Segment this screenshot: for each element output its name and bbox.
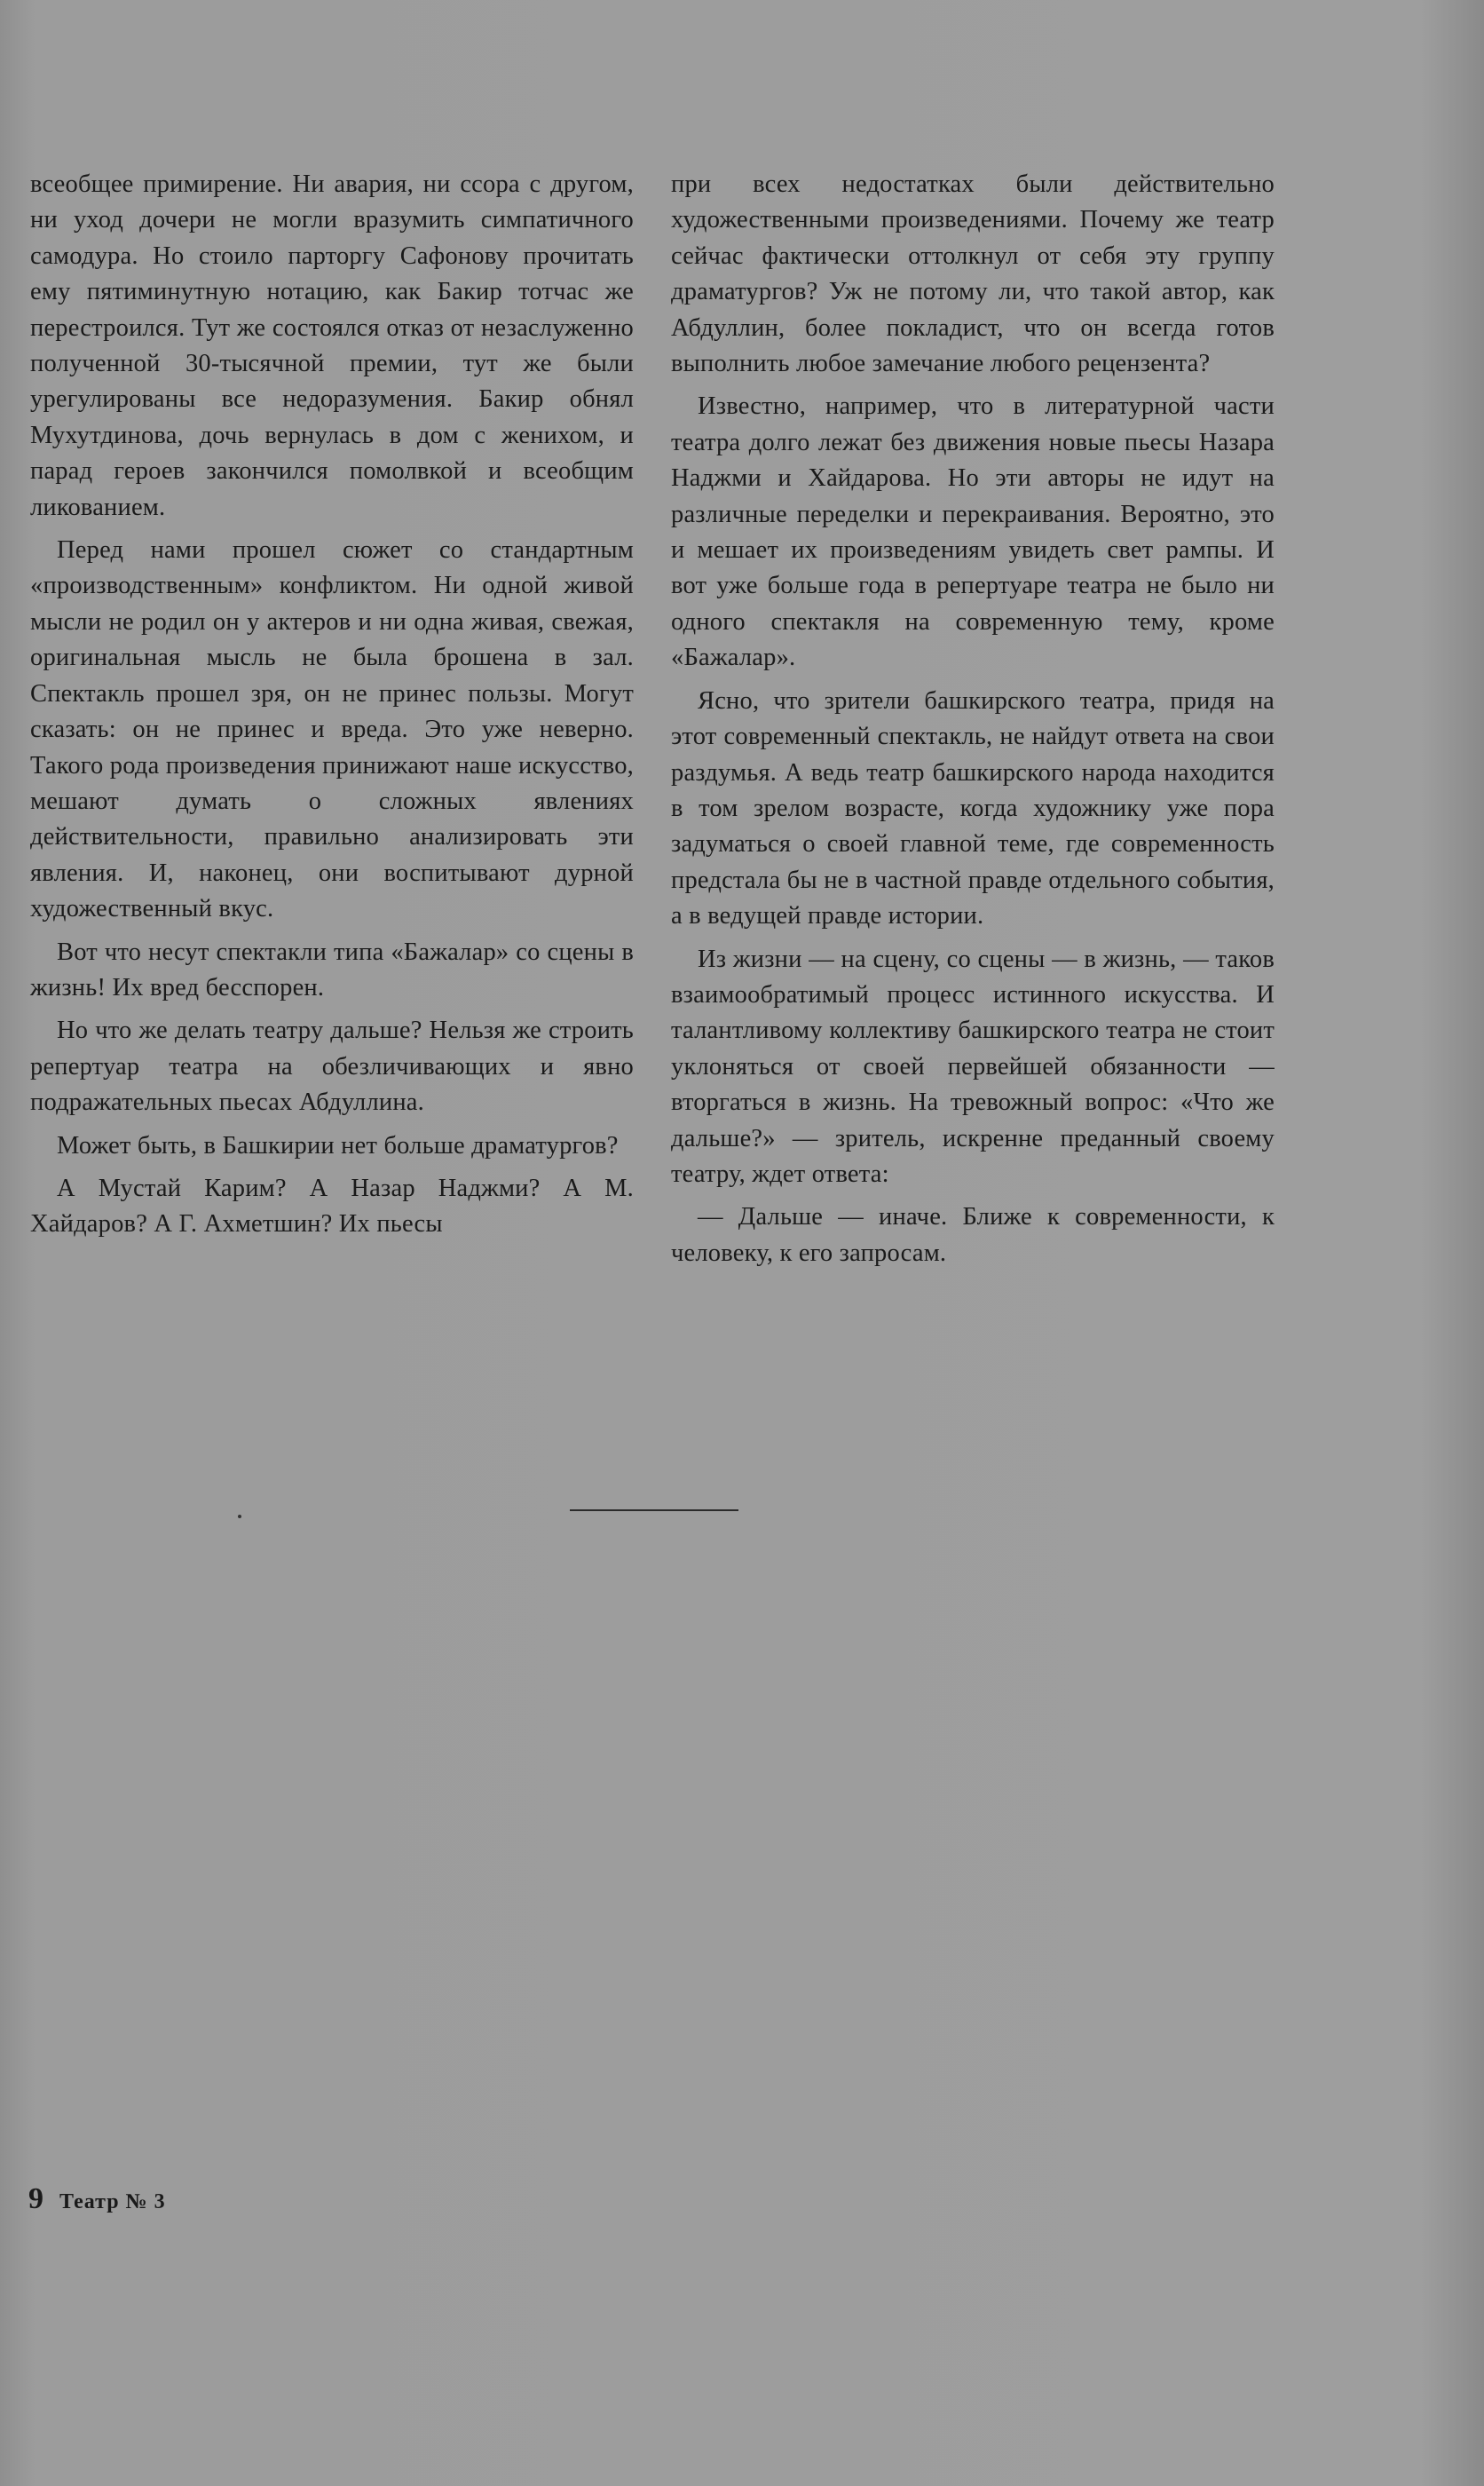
paragraph: А Мустай Карим? А Назар Наджми? А М. Хайдаров? А Г. Ахметшин? Их пьесы xyxy=(30,1174,634,1239)
paragraph: Но что же делать театру дальше? Нельзя же строить репертуар театра на обезличивающих и явно подражательных пьесах Абдуллина. xyxy=(30,1017,634,1117)
left-text-column xyxy=(30,167,634,1250)
paragraph: Вот что несут спектакли типа «Бажалар» со сцены в жизнь! Их вред бесспорен. xyxy=(30,938,634,1002)
paragraph: Из жизни — на сцену, со сцены — в жизнь, — таков взаимообратимый процесс истинного искусства. И талантливому коллективу башкирского театра не стоит уклоняться от своей первейшей обязанности — вторгаться в жизнь. На тревожный вопрос: «Что же дальше?» — зритель, искренне преданный своему театру, ждет ответа: xyxy=(671,945,1275,1188)
page-footer xyxy=(28,2182,166,2216)
paragraph: Ясно, что зрители башкирского театра, придя на этот современный спектакль, не найдут ответа на свои раздумья. А ведь театр башкирского народа находится в том зрелом возрасте, когда художнику уже пора задуматься о своей главной теме, где современность предстала бы не в частной правде отдельного события, а в ведущей правде истории. xyxy=(671,686,1275,930)
page-number: 9 xyxy=(28,2182,43,2215)
print-speck xyxy=(238,1515,241,1518)
right-text-column xyxy=(671,167,1275,1279)
section-divider-line xyxy=(570,1509,738,1511)
journal-issue-label: Театр № 3 xyxy=(59,2190,166,2213)
paragraph: Известно, например, что в литературной части театра долго лежат без движения новые пьесы Назара Наджми и Хайдарова. Но эти авторы не идут на различные переделки и перекраивания. Вероятно, это и мешает их произведениям увидеть свет рампы. И вот уже больше года в репертуаре театра не было ни одного спектакля на современную тему, кроме «Бажалар». xyxy=(671,392,1275,672)
paragraph: Перед нами прошел сюжет со стандартным «производственным» конфликтом. Ни одной живой мысли не родил он у актеров и ни одна живая, свежая, оригинальная мысль не была брошена в зал. Спектакль прошел зря, он не принес пользы. Могут сказать: он не принес и вреда. Это уже неверно. Такого рода произведения принижают наше искусство, мешают думать о сложных явлениях действительности, правильно анализировать эти явления. И, наконец, они воспитывают дурной художественный вкус. xyxy=(30,536,634,923)
paragraph: при всех недостатках были действительно художественными произведениями. Почему же театр сейчас фактически оттолкнул от себя эту группу драматургов? Уж не потому ли, что такой автор, как Абдуллин, более покладист, что он всегда готов выполнить любое замечание любого рецензента? xyxy=(671,170,1275,378)
paragraph: — Дальше — иначе. Ближе к современности, к человеку, к его запросам. xyxy=(671,1203,1275,1267)
paragraph: всеобщее примирение. Ни авария, ни ссора с другом, ни уход дочери не могли вразумить симпатичного самодура. Но стоило парторгу Сафонову прочитать ему пятиминутную нотацию, как Бакир тотчас же перестроился. Тут же состоялся отказ от незаслуженно полученной 30-тысячной премии, тут же были урегулированы все недоразумения. Бакир обнял Мухутдинова, дочь вернулась в дом с женихом, и парад героев закончился помолвкой и всеобщим ликованием. xyxy=(30,170,634,521)
paragraph: Может быть, в Башкирии нет больше драматургов? xyxy=(57,1131,619,1160)
